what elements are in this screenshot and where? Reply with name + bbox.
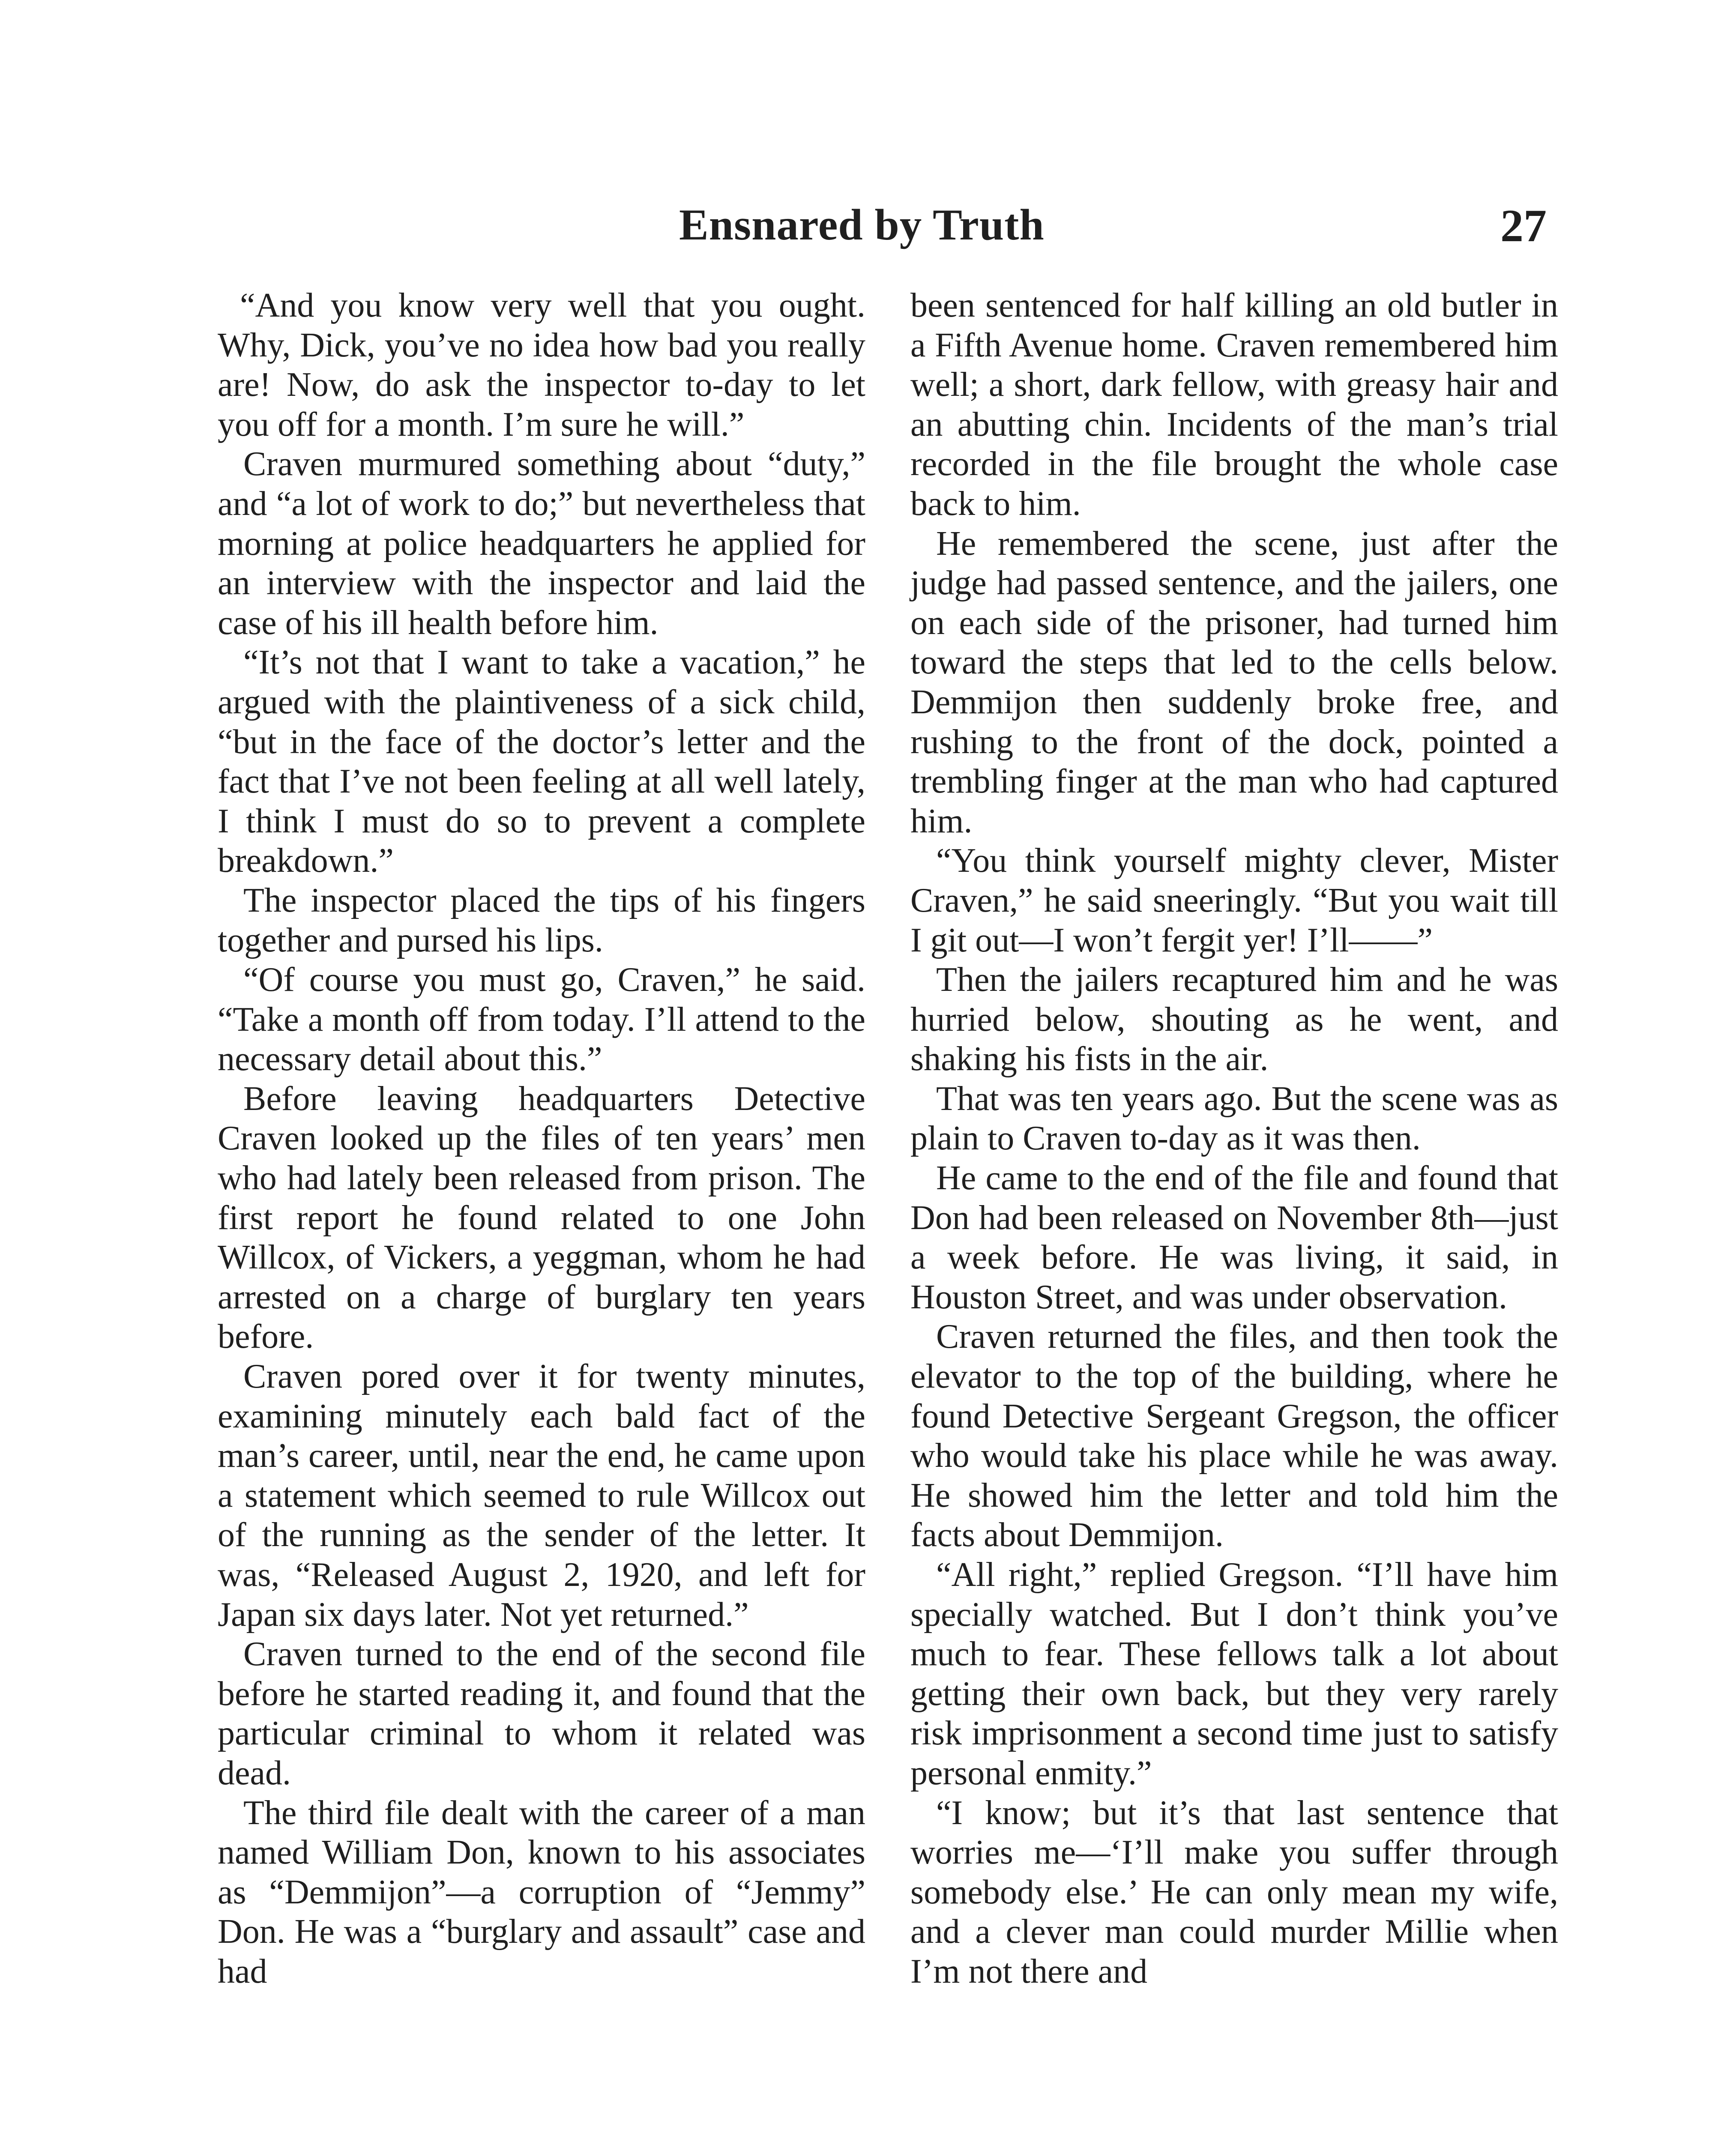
paragraph: Craven returned the files, and then took the elevator to the top of the building, where he found Detective Sergeant Gregson, the officer who would take his place while he was away. He showed him the letter and told him the facts about Demmijon.	[910, 1318, 1558, 1554]
right-column	[910, 286, 1558, 1992]
paragraph: “All right,” replied Gregson. “I’ll have him specially watched. But I don’t think you’ve much to fear. These fellows talk a lot about getting their own back, but they very rarely risk imprisonment a second time just to satisfy personal enmity.”	[910, 1556, 1558, 1792]
paragraph: He remembered the scene, just after the judge had passed sentence, and the jailers, one on each side of the prisoner, had turned him toward the steps that led to the cells below. Demmijon then suddenly broke free, and rushing to the front of the dock, pointed a trembling finger at the man who had captured him.	[910, 524, 1558, 840]
paragraph: “Of course you must go, Craven,” he said. “Take a month off from today. I’ll attend to the necessary detail about this.”	[218, 961, 865, 1078]
paragraph: That was ten years ago. But the scene was as plain to Craven to-day as it was then.	[910, 1080, 1558, 1158]
paragraph: The third file dealt with the career of a man named William Don, known to his associates as “Demmijon”—a corruption of “Jemmy” Don. He was a “burglary and assault” case and had	[218, 1794, 865, 1990]
paragraph: “I know; but it’s that last sentence that worries me—‘I’ll make you suffer through somebody else.’ He can only mean my wife, and a clever man could murder Millie when I’m not there and	[910, 1794, 1558, 1990]
paragraph: “And you know very well that you ought. Why, Dick, you’ve no idea how bad you really are! Now, do ask the inspector to-day to let you off for a month. I’m sure he will.”	[218, 287, 865, 443]
paragraph: He came to the end of the file and found that Don had been released on November 8th—just a week before. He was living, it said, in Houston Street, and was under observation.	[910, 1159, 1558, 1316]
page-number: 27	[1500, 200, 1547, 251]
running-title: Ensnared by Truth	[679, 200, 1045, 249]
paragraph: “It’s not that I want to take a vacation,” he argued with the plaintiveness of a sick child, “but in the face of the doctor’s letter and the fact that I’ve not been feeling at all well lately, I think I must do so to prevent a complete breakdown.”	[218, 643, 865, 880]
left-column	[218, 286, 865, 1992]
paragraph: “You think yourself mighty clever, Mister Craven,” he said sneeringly. “But you wait till I git out—I won’t fergit yer! I’ll——”	[910, 842, 1558, 959]
paragraph: Craven murmured something about “duty,” and “a lot of work to do;” but nevertheless that morning at police headquarters he applied for an interview with the inspector and laid the case of his ill health before him.	[218, 445, 865, 642]
paragraph: Then the jailers recaptured him and he was hurried below, shouting as he went, and shaking his fists in the air.	[910, 961, 1558, 1078]
paragraph: Craven turned to the end of the second file before he started reading it, and found that the particular criminal to whom it related was dead.	[218, 1635, 865, 1792]
paragraph: The inspector placed the tips of his fingers together and pursed his lips.	[218, 881, 865, 959]
paragraph: Before leaving headquarters Detective Craven looked up the files of ten years’ men who had lately been released from prison. The first report he found related to one John Willcox, of Vickers, a yeggman, whom he had arrested on a charge of burglary ten years before.	[218, 1080, 865, 1356]
paragraph: been sentenced for half killing an old butler in a Fifth Avenue home. Craven remembered him well; a short, dark fellow, with greasy hair and an abutting chin. Incidents of the man’s trial recorded in the file brought the whole case back to him.	[910, 287, 1558, 523]
paragraph: Craven pored over it for twenty minutes, examining minutely each bald fact of the man’s career, until, near the end, he came upon a statement which seemed to rule Willcox out of the running as the sender of the letter. It was, “Released August 2, 1920, and left for Japan six days later. Not yet returned.”	[218, 1358, 865, 1633]
